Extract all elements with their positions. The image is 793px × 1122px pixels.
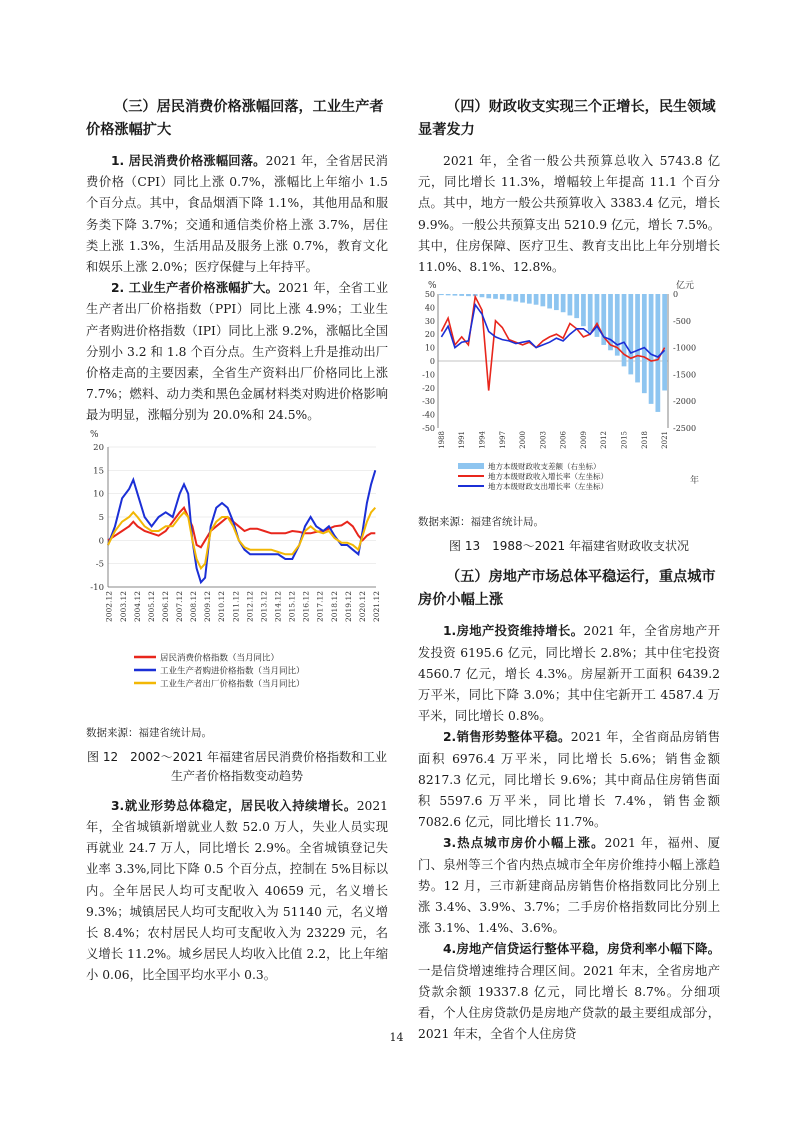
- deficit-bar: [655, 294, 660, 412]
- legend-label: 地方本级财政收入增长率（左坐标）: [488, 472, 608, 482]
- paragraph-heading: 1. 居民消费价格涨幅回落。: [111, 154, 266, 168]
- y-unit-label: %: [90, 429, 99, 440]
- x-tick-label: 2006: [559, 431, 568, 450]
- deficit-bar: [459, 294, 464, 296]
- left-tick-label: 30: [424, 317, 435, 327]
- x-tick-label: 2020.12: [357, 590, 367, 622]
- right-tick-label: 0: [673, 290, 679, 300]
- paragraph-house-price: [418, 833, 720, 939]
- figure-13-caption: 图 13 1988～2021 年福建省财政收支状况: [449, 539, 689, 554]
- x-tick-label: 2009.12: [203, 590, 213, 622]
- x-tick-label: 2009: [579, 431, 588, 450]
- x-tick-label: 1994: [478, 431, 487, 450]
- left-tick-label: -50: [422, 424, 435, 434]
- price-index-chart: [86, 427, 388, 717]
- deficit-bar: [642, 294, 647, 393]
- deficit-bar: [513, 294, 518, 302]
- x-tick-label: 2018.12: [329, 590, 339, 622]
- x-tick-label: 2011.12: [231, 590, 241, 622]
- paragraph-text: 2021 年，全省商品房销售面积 6976.4 万平米，同比增长 5.6%；销售金额 8217.3 亿元，同比增长 9.6%；其中商品住房销售面积 5597.6 万平米，同比增长 7.4%，销售金额 7082.6 亿元，同比增长 11.7%。: [418, 730, 720, 830]
- x-tick-label: 2021: [661, 431, 670, 450]
- paragraph-employment: [86, 796, 388, 987]
- paragraph-ppi: [86, 278, 388, 426]
- deficit-bar: [493, 294, 498, 299]
- y-tick-label: 15: [93, 465, 104, 476]
- x-tick-label: 2004.12: [132, 590, 142, 622]
- y-tick-label: 10: [93, 489, 104, 500]
- paragraph-fiscal: [418, 151, 720, 278]
- deficit-bar: [635, 294, 640, 382]
- paragraph-heading: 3.就业形势总体稳定，居民收入持续增长。: [111, 798, 357, 813]
- deficit-bar: [520, 294, 525, 303]
- right-unit-label: 亿元: [676, 281, 695, 292]
- paragraph-heading: 1.房地产投资维持增长。: [443, 624, 584, 639]
- paragraph-investment: [418, 621, 720, 727]
- x-tick-label: 2016.12: [301, 590, 311, 622]
- paragraph-sales: [418, 727, 720, 833]
- x-tick-label: 2010.12: [217, 590, 227, 622]
- deficit-bar: [500, 294, 505, 299]
- right-tick-label: -2500: [673, 424, 697, 434]
- deficit-bar: [507, 294, 512, 300]
- x-tick-label: 1991: [458, 431, 467, 450]
- x-tick-label: 1997: [498, 431, 507, 450]
- section-heading-3: （三）居民消费价格涨幅回落，工业生产者价格涨幅扩大: [86, 99, 384, 138]
- figure-12-source: 数据来源：福建省统计局。: [86, 726, 212, 739]
- deficit-bar: [446, 294, 451, 295]
- paragraph-heading: 2.销售形势整体平稳。: [443, 730, 571, 745]
- section-heading-5: （五）房地产市场总体平稳运行，重点城市房价小幅上涨: [418, 569, 716, 609]
- deficit-bar: [554, 294, 559, 310]
- section-heading-4: （四）财政收支实现三个正增长，民生领域显著发力: [418, 99, 716, 138]
- figure-12-caption: 图 12 2002～2021 年福建省居民消费价格指数和工业生产者价格指数变动趋势: [87, 749, 387, 783]
- y-tick-label: -10: [90, 582, 104, 593]
- x-tick-label: 2006.12: [160, 590, 170, 622]
- deficit-bar: [534, 294, 539, 305]
- deficit-bar: [486, 294, 491, 298]
- x-tick-label: 2007.12: [175, 590, 185, 622]
- x-tick-label: 2000: [519, 431, 528, 450]
- deficit-bar: [628, 294, 633, 374]
- left-tick-label: 20: [424, 330, 435, 340]
- right-column: [418, 96, 720, 1045]
- deficit-bar: [453, 294, 458, 296]
- right-tick-label: -1000: [673, 343, 697, 353]
- deficit-bar: [547, 294, 552, 308]
- deficit-bar: [649, 294, 654, 404]
- deficit-bar: [595, 294, 600, 337]
- left-unit-label: %: [428, 281, 437, 292]
- legend-label: 居民消费价格指数（当月同比）: [160, 653, 280, 664]
- deficit-bar: [540, 294, 545, 306]
- left-tick-label: 40: [424, 303, 435, 313]
- deficit-bar: [439, 294, 444, 295]
- deficit-bar: [581, 294, 586, 326]
- paragraph-text: 2021 年，全省工业生产者出厂价格指数（PPI）同比上涨 4.9%；工业生产者购进价格指数（IPI）同比上涨 9.2%，涨幅比全国分别小 3.2 和 1.8 个百分点。生产资料上升是推动出厂价格走高的主要因素，全省生产资料出厂价格同比上涨 7.7%；燃料、动力类和黑色金属材料类对购进价格影响最为明显，涨幅分别为 20.0%和 24.5%。: [86, 281, 388, 423]
- paragraph-text: 2021 年，全省一般公共预算总收入 5743.8 亿元，同比增长 11.3%，增幅较上年提高 11.1 个百分点。其中，地方一般公共预算收入 3383.4 亿元，增长 9.9%。一般公共预算支出 5210.9 亿元，增长 7.5%。其中，住房保障、医疗卫生、教育支出比上年分别增长 11.0%、8.1%、12.8%。: [418, 154, 720, 275]
- paragraph-text: 一是信贷增速维持合理区间。2021 年末，全省房地产贷款余额 19337.8 亿元，同比增长 8.7%。分细项看，个人住房贷款仍是房地产贷款的最主要组成部分，2021 年末，全省个人住房贷: [418, 963, 720, 1042]
- deficit-bar: [662, 294, 667, 390]
- y-tick-label: 20: [93, 442, 104, 453]
- x-tick-label: 2003.12: [118, 590, 128, 622]
- x-tick-label: 2015: [620, 431, 629, 450]
- paragraph-text: 2021 年，福州、厦门、泉州等三个省内热点城市全年房价维持小幅上涨趋势。12 月，三市新建商品房销售价格指数同比分别上涨 3.4%、3.9%、3.7%；二手房价格指数同比分别上涨 3.1%、1.4%、3.6%。: [418, 836, 720, 936]
- legend-label: 地方本级财政收支差额（右坐标）: [488, 462, 601, 472]
- deficit-bar: [568, 294, 573, 315]
- x-tick-label: 2018: [640, 431, 649, 450]
- deficit-bar: [574, 294, 579, 318]
- legend-label: 地方本级财政支出增长率（左坐标）: [488, 482, 608, 492]
- y-tick-label: 5: [98, 512, 104, 523]
- x-tick-label: 1988: [437, 431, 446, 450]
- left-tick-label: 10: [424, 343, 435, 353]
- x-tick-label: 2013.12: [259, 590, 269, 622]
- deficit-bar: [561, 294, 566, 312]
- figure-13: [418, 278, 720, 506]
- left-column: [86, 96, 388, 987]
- x-tick-label: 2002.12: [104, 590, 114, 622]
- paragraph-heading: 3.热点城市房价小幅上涨。: [443, 836, 605, 851]
- x-tick-label: 2003: [539, 431, 548, 450]
- legend-label: 工业生产者购进价格指数（当月同比）: [160, 666, 305, 677]
- paragraph-text: 2021 年，全省居民消费价格（CPI）同比上涨 0.7%，涨幅比上年缩小 1.5 个百分点。其中，食品烟酒下降 1.1%，其他用品和服务类下降 3.7%；交通和通信类价格上涨 3.7%，居住类上涨 1.3%，生活用品及服务上涨 0.7%，教育文化和娱乐上涨 2.0%；医疗保健与上年持平。: [86, 154, 388, 275]
- deficit-bar: [466, 294, 471, 296]
- page-number: 14: [389, 1031, 404, 1044]
- left-tick-label: -30: [422, 397, 435, 407]
- paragraph-credit: [418, 939, 720, 1045]
- x-tick-label: 2014.12: [273, 590, 283, 622]
- paragraph-text: 2021 年，全省房地产开发投资 6195.6 亿元，同比增长 2.8%；其中住宅投资 4560.7 亿元，增长 4.3%。房屋新开工面积 6439.2 万平米，同比下降 3.0%；其中住宅新开工 4587.4 万平米，同比增长 0.8%。: [418, 624, 720, 724]
- legend-label: 工业生产者出厂价格指数（当月同比）: [160, 679, 305, 690]
- legend-swatch: [458, 463, 484, 469]
- left-tick-label: 0: [429, 357, 435, 367]
- paragraph-heading: 4.房地产信贷运行整体平稳，房贷利率小幅下降。: [443, 942, 720, 957]
- figure-13-source: 数据来源：福建省统计局。: [418, 516, 544, 529]
- x-tick-label: 2015.12: [287, 590, 297, 622]
- x-tick-label: 2017.12: [315, 590, 325, 622]
- right-tick-label: -2000: [673, 397, 697, 407]
- left-tick-label: -20: [422, 384, 435, 394]
- paragraph-text: 2021 年，全省城镇新增就业人数 52.0 万人，失业人员实现再就业 24.7 万人，同比增长 2.9%。全省城镇登记失业率 3.3%,同比下降 0.5 个百分点，控制在 5%目标以内。全年居民人均可支配收入 40659 元，名义增长 9.3%；城镇居民人均可支配收入为 51140 元，名义增长 8.4%；农村居民人均可支配收入为 23229 元，名义增长 11.2%。城乡居民人均收入比值 2.2，比上年缩小 0.06，比全国平均水平小 0.3。: [86, 798, 388, 983]
- left-tick-label: -40: [422, 410, 435, 420]
- right-tick-label: -1500: [673, 370, 697, 380]
- y-tick-label: -5: [95, 559, 104, 570]
- x-tick-label: 2021.12: [372, 590, 381, 622]
- left-tick-label: -10: [422, 370, 435, 380]
- deficit-bar: [588, 294, 593, 332]
- paragraph-cpi: [86, 151, 388, 278]
- deficit-bar: [480, 294, 485, 297]
- x-tick-label: 2012.12: [245, 590, 255, 622]
- x-tick-label: 2005.12: [146, 590, 156, 622]
- x-axis-label: 年: [690, 476, 700, 487]
- fiscal-chart: [418, 278, 718, 506]
- right-tick-label: -500: [673, 317, 691, 327]
- deficit-bar: [527, 294, 532, 304]
- paragraph-heading: 2. 工业生产者价格涨幅扩大。: [111, 281, 279, 296]
- left-tick-label: 50: [424, 290, 435, 300]
- x-tick-label: 2008.12: [189, 590, 199, 622]
- x-tick-label: 2019.12: [343, 590, 353, 622]
- figure-12: [86, 427, 388, 717]
- y-tick-label: 0: [98, 535, 104, 546]
- x-tick-label: 2012: [600, 431, 609, 450]
